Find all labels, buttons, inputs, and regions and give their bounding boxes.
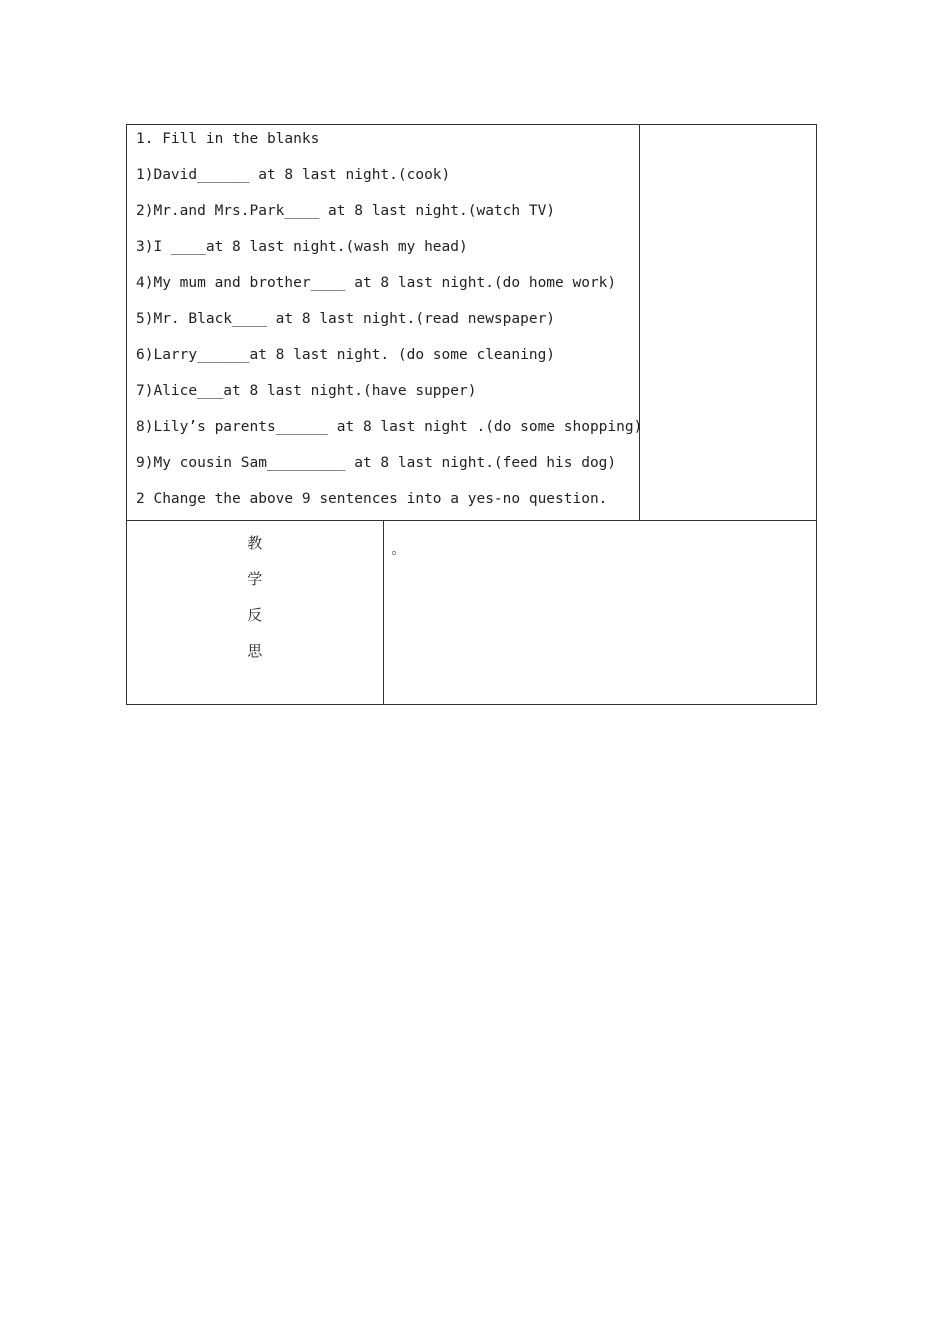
reflection-label-char: 思	[247, 642, 263, 660]
reflection-row	[127, 521, 817, 705]
reflection-content: 。	[383, 521, 817, 705]
exercise-row	[127, 125, 817, 521]
reflection-label	[127, 521, 384, 705]
exercise-item-3: 3)I ____at 8 last night.(wash my head)	[136, 239, 468, 255]
exercise-item-9: 9)My cousin Sam_________ at 8 last night.(feed his dog)	[136, 455, 617, 471]
reflection-label-char: 学	[247, 570, 263, 588]
exercise-item-6: 6)Larry______at 8 last night. (do some cleaning)	[136, 347, 556, 363]
exercise-task-2: 2 Change the above 9 sentences into a yes-no question.	[136, 491, 608, 507]
notes-cell	[640, 125, 817, 521]
exercise-item-7: 7)Alice___at 8 last night.(have supper)	[136, 383, 477, 399]
exercise-cell	[127, 125, 643, 521]
exercise-item-1: 1)David______ at 8 last night.(cook)	[136, 167, 451, 183]
exercise-item-8: 8)Lily’s parents______ at 8 last night .(do some shopping)	[136, 419, 643, 435]
exercise-item-5: 5)Mr. Black____ at 8 last night.(read newspaper)	[136, 311, 556, 327]
exercise-item-2: 2)Mr.and Mrs.Park____ at 8 last night.(watch TV)	[136, 203, 556, 219]
worksheet-table	[126, 124, 817, 705]
reflection-label-char: 反	[247, 606, 263, 624]
reflection-label-char: 教	[247, 534, 263, 552]
exercise-heading: 1. Fill in the blanks	[136, 131, 320, 147]
exercise-item-4: 4)My mum and brother____ at 8 last night.(do home work)	[136, 275, 617, 291]
